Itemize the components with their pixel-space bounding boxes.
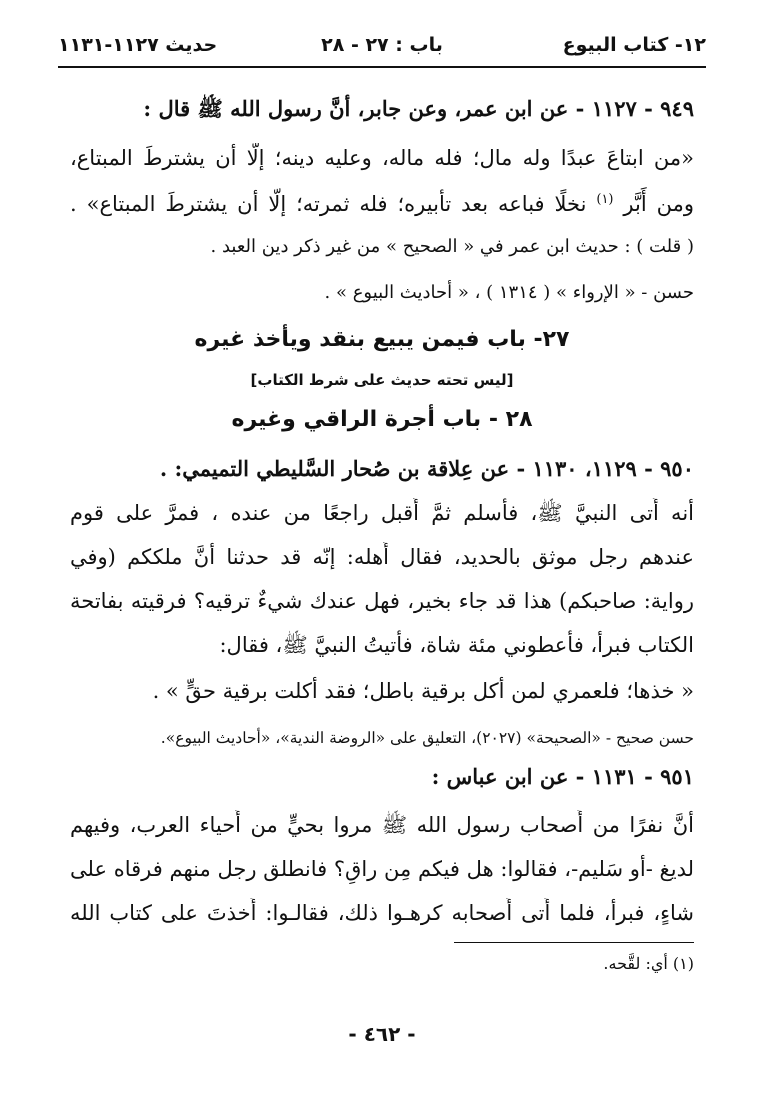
hadith-949-heading: ٩٤٩ - ١١٢٧ - عن ابن عمر، وعن جابر، أنَّ رسول الله ﷺ قال : — [143, 96, 694, 121]
running-header — [58, 30, 706, 64]
hadith-951-text-line: شاءٍ، فبرأ، فلما أَتى أَصحابه كرهـوا ذلك، فقالـوا: أَخذتَ على كتاب الله — [70, 901, 694, 925]
hadith-950-text-line: رواية: صاحبكم) هذا قد جاء بخير، فهل عندك شيءٌ ترقيه؟ فرقيته بفاتحة — [70, 589, 694, 613]
hadith-951-text-line: لديغ -أو سَليم-، فقالوا: هل فيكم مِن راقٍ؟ فانطلق رجل منهم فرقاه على — [70, 857, 694, 881]
hadith-950-text-line: عندهم رجل موثق بالحديد، فقال أَهله: إنّه قد حدثنا أنَّ ملككم (وفي — [70, 545, 694, 569]
hadith-950-text-line: « خذها؛ فلعمري لمن أكل برقية باطل؛ فقد أكلت برقية حقٍّ » . — [152, 679, 694, 703]
hadith-949-text-fragment: نخلًا فباعه بعد تأبيره؛ فله ثمرته؛ إلّا أن يشترطَ المبتاع» . — [70, 192, 587, 216]
hadith-950-grade: حسن صحيح - «الصحيحة» (٢٠٢٧)، التعليق على «الروضة الندية»، «أحاديث البيوع». — [160, 729, 694, 747]
chapter-27-note: [ليس تحته حديث على شرط الكتاب] — [250, 371, 514, 389]
footnote-marker: (١) — [596, 192, 614, 207]
hadith-951-heading: ٩٥١ - ١١٣١ - عن ابن عباس : — [431, 764, 694, 789]
header-hadith-range: حديث ١١٢٧-١١٣١ — [58, 34, 218, 56]
hadith-949-text-line — [70, 185, 694, 219]
page-number: - ٤٦٢ - — [348, 1022, 416, 1046]
chapter-27-title: ٢٧- باب فيمن يبيع بنقد ويأخذ غيره — [194, 327, 570, 352]
chapter-28-title: ٢٨ - باب أجرة الراقي وغيره — [231, 407, 533, 432]
hadith-951-text-line: أنَّ نفرًا من أَصحاب رسول الله ﷺ مروا بحيٍّ من أَحياء العرب، وفيهم — [70, 813, 694, 837]
hadith-950-text-line: أنه أَتى النبيَّ ﷺ، فأسلم ثمَّ أَقبل راجعًا من عنده ، فمرَّ على قوم — [70, 501, 694, 525]
header-chapter-range: باب : ٢٧ - ٢٨ — [321, 34, 443, 56]
hadith-949-grade: حسن - « الإرواء » ( ١٣١٤ ) ، « أحاديث البيوع » . — [324, 282, 694, 303]
footnote-rule — [454, 942, 694, 943]
header-rule — [58, 66, 706, 68]
header-book-title: ١٢- كتاب البيوع — [562, 34, 706, 56]
hadith-949-text-line: «من ابتاعَ عبدًا وله مال؛ فله ماله، وعليه دينه؛ إلّا أن يشترطَ المبتاع، — [70, 146, 694, 170]
footnote: (١) أي: لقَّحه. — [603, 954, 694, 973]
hadith-949-text-fragment: ومن أَبَّر — [623, 192, 694, 216]
hadith-950-text-line: الكتاب فبرأ، فأعطوني مئة شاة، فأتيتُ النبيَّ ﷺ، فقال: — [219, 633, 694, 657]
hadith-949-note: ( قلت ) : حديث ابن عمر في « الصحيح » من غير ذكر دين العبد . — [210, 236, 694, 257]
hadith-950-heading: ٩٥٠ - ١١٢٩، ١١٣٠ - عن عِلاقة بن صُحار السَّليطي التميمي: . — [159, 456, 694, 481]
